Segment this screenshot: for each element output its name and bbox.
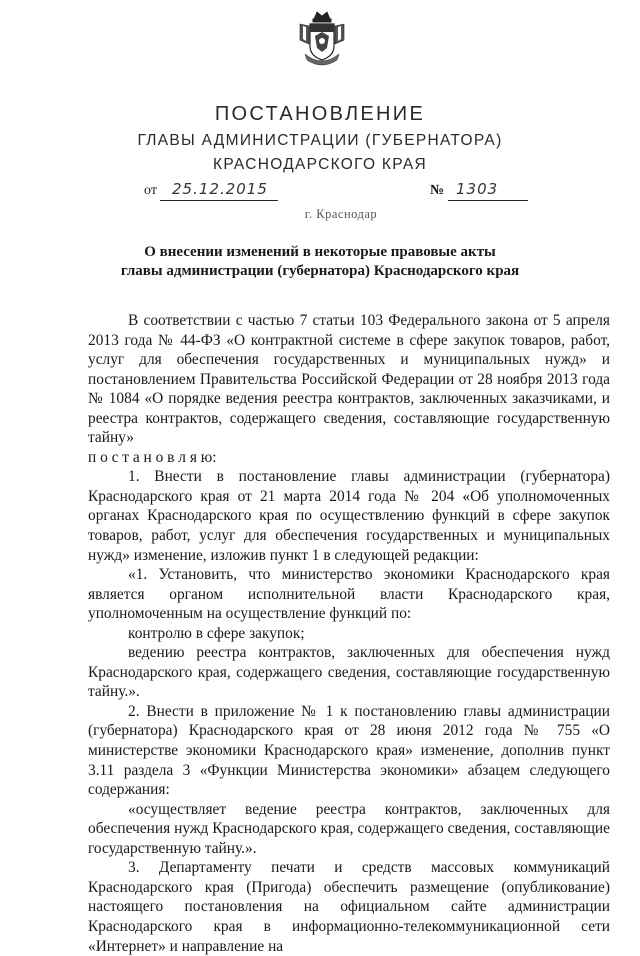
issuer-heading: ГЛАВЫ АДМИНИСТРАЦИИ (ГУБЕРНАТОРА) <box>137 132 503 149</box>
paragraph-item-1: 1. Внести в постановление главы администрации (губернатора) Краснодарского края от 21 марта 2014 года № 204 «Об уполномоченных органах Краснодарского края по осуществлению функций в сфере закупок товаров, работ, услуг для обеспечения государственных и муниципальных нужд» изменение, изложив пункт 1 в следующей редакции: <box>88 468 610 564</box>
document-title-line-2: главы администрации (губернатора) Краснодарского края <box>120 263 520 279</box>
paragraph-item-3: 3. Департаменту печати и средств массовых коммуникаций Краснодарского края (Пригода) обеспечить размещение (опубликование) настоящего постановления на официальном сайте администрации Краснодарского края в информационно-телекоммуникационной сети «Интернет» и направление на <box>88 859 610 955</box>
handwritten-number: 1303 <box>456 180 499 198</box>
document-title-line-1: О внесении изменений в некоторые правовые акты <box>144 244 496 260</box>
date-underline <box>160 200 278 201</box>
paragraph-decree: п о с т а н о в л я ю: <box>88 448 217 466</box>
paragraph-item-2: 2. Внести в приложение № 1 к постановлению главы администрации (губернатора) Краснодарского края от 28 июня 2012 года № 755 «О министерстве экономики Краснодарского края» изменение, дополнив пункт 3.11 раздела 3 «Функции Министерства экономики» абзацем следующего содержания: <box>88 702 610 799</box>
paragraph-preamble: В соответствии с частью 7 статьи 103 Федерального закона от 5 апреля 2013 года № 44-ФЗ «О контрактной системе в сфере закупок товаров, работ, услуг для обеспечения государственных и муниципальных нужд» и постановлением Правительства Российской Федерации от 28 ноября 2013 года № 1084 «О порядке ведения реестра контрактов, заключенных заказчиками, и реестра контрактов, содержащего сведения, составляющие государственную тайну» <box>88 312 610 447</box>
paragraph-control: контролю в сфере закупок; <box>128 624 305 642</box>
number-underline <box>448 200 528 201</box>
paragraph-quote-1: «1. Установить, что министерство экономики Краснодарского края является органом исполнительной власти Краснодарского края, уполномоченным на осуществление функций по: <box>88 566 610 623</box>
city-label: г. Краснодар <box>304 207 378 221</box>
paragraph-quote-2: «осуществляет ведение реестра контрактов, заключенных для обеспечения нужд Краснодарского края, содержащего сведения, составляющие государственную тайну.». <box>88 800 610 857</box>
document-type-heading: ПОСТАНОВЛЕНИЕ <box>214 103 426 125</box>
number-prefix: № <box>430 183 445 198</box>
coat-of-arms-emblem <box>297 10 347 68</box>
document-body <box>88 311 610 956</box>
paragraph-registry: ведению реестра контрактов, заключенных для обеспечения нужд Краснодарского края, содержащего сведения, составляющие государственную тайну.». <box>88 644 610 701</box>
date-prefix: от <box>144 183 157 198</box>
region-heading: КРАСНОДАРСКОГО КРАЯ <box>213 156 427 173</box>
handwritten-date: 25.12.2015 <box>172 180 268 198</box>
